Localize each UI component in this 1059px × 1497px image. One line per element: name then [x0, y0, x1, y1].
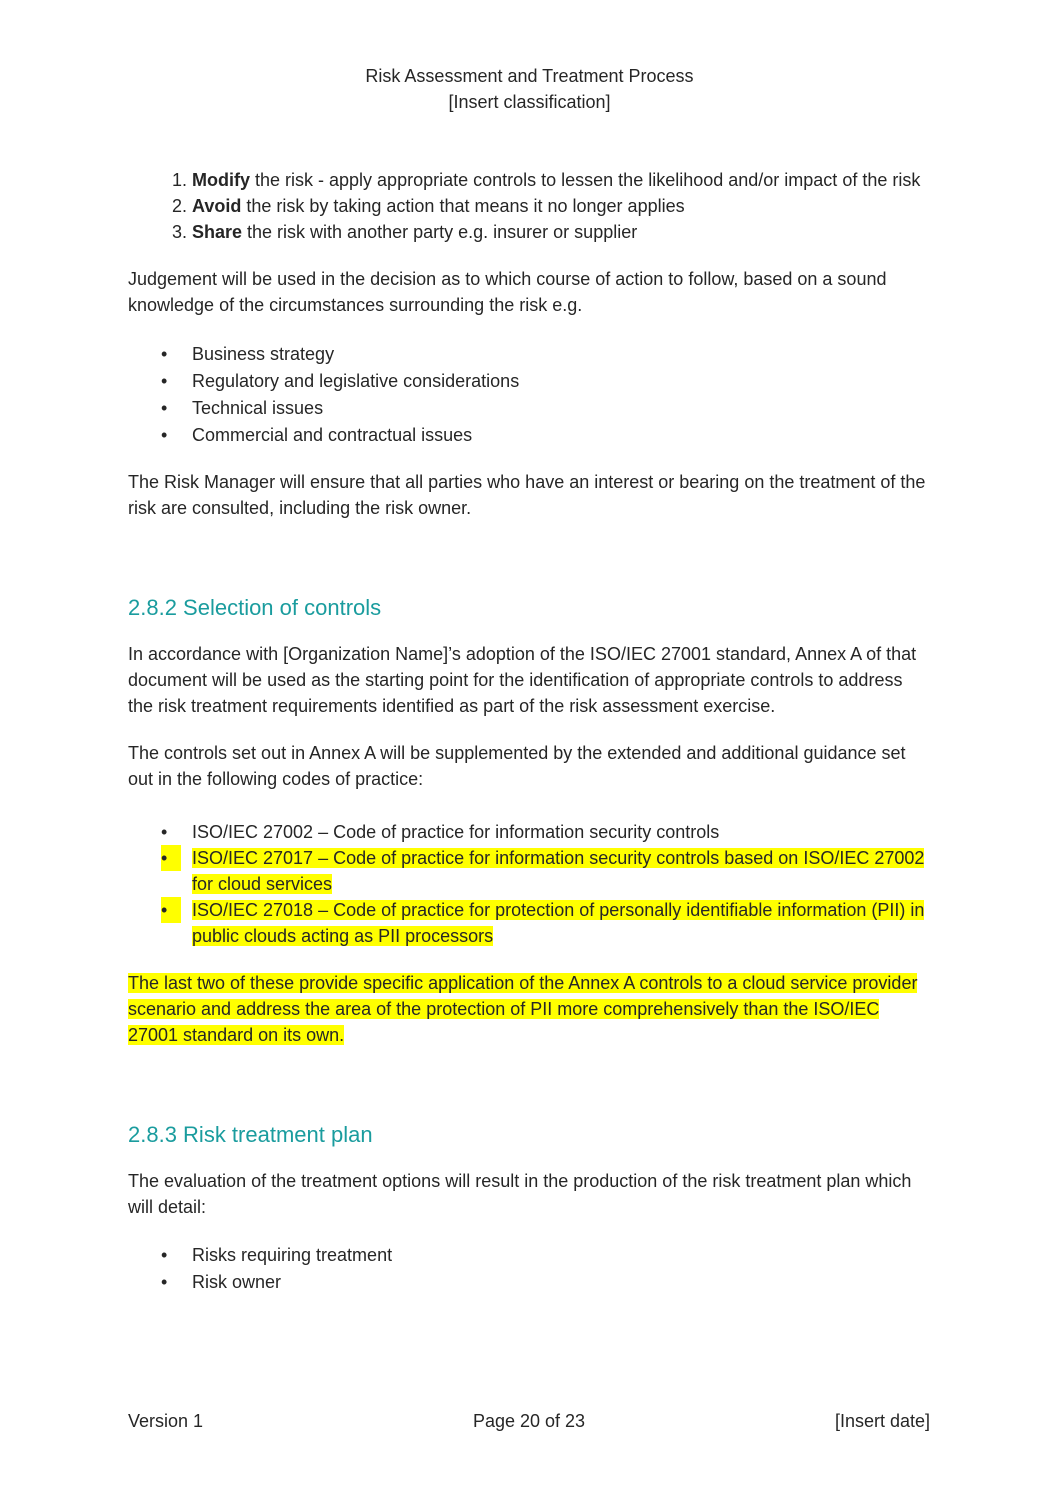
list-item	[161, 819, 930, 845]
page-content	[128, 167, 930, 1296]
bullet-icon: •	[161, 398, 168, 418]
list-item	[161, 341, 930, 368]
option-term: Avoid	[192, 196, 242, 216]
list-item	[161, 897, 930, 949]
bullet-icon: •	[161, 371, 168, 391]
list-item-text: Regulatory and legislative considerations	[192, 371, 520, 391]
bullet-icon: •	[161, 845, 181, 871]
list-item	[192, 167, 930, 193]
bullet-icon: •	[161, 1245, 168, 1265]
option-text: the risk with another party e.g. insurer or supplier	[242, 222, 638, 242]
list-item-text: ISO/IEC 27002 – Code of practice for information security controls	[192, 822, 720, 842]
risk-manager-paragraph: The Risk Manager will ensure that all parties who have an interest or bearing on the treatment of the risk are consulted, including the risk owner.	[128, 472, 926, 518]
list-item	[161, 422, 930, 449]
treatment-plan-list	[128, 1242, 930, 1296]
option-text: the risk - apply appropriate controls to lessen the likelihood and/or impact of the risk	[250, 170, 921, 190]
list-item	[161, 845, 930, 897]
option-term: Modify	[192, 170, 250, 190]
list-item-text: Technical issues	[192, 398, 324, 418]
date-label: [Insert date]	[834, 1411, 930, 1431]
controls-paragraph-2: The controls set out in Annex A will be supplemented by the extended and additional guidance set out in the following codes of practice:	[128, 743, 906, 789]
list-item	[161, 395, 930, 422]
classification-label: [Insert classification]	[448, 92, 611, 112]
circumstances-list	[128, 341, 930, 449]
bullet-icon: •	[161, 822, 168, 842]
list-item	[161, 1269, 930, 1296]
page-footer	[128, 1408, 930, 1434]
version-label: Version 1	[128, 1411, 204, 1431]
page-header	[0, 63, 1059, 115]
bullet-icon: •	[161, 425, 168, 445]
judgement-paragraph: Judgement will be used in the decision as to which course of action to follow, based on a sound knowledge of the circumstances surrounding the risk e.g.	[128, 269, 887, 315]
list-item	[161, 1242, 930, 1269]
bullet-icon: •	[161, 897, 181, 923]
list-item	[192, 219, 930, 245]
option-text: the risk by taking action that means it no longer applies	[241, 196, 685, 216]
bullet-icon: •	[161, 1272, 168, 1292]
highlighted-text: The last two of these provide specific application of the Annex A controls to a cloud service provider scenario and address the area of the protection of PII more comprehensively than the ISO/IEC 27001 standard on its own.	[128, 973, 918, 1045]
treatment-plan-paragraph: The evaluation of the treatment options will result in the production of the risk treatment plan which will detail:	[128, 1171, 912, 1217]
bullet-icon: •	[161, 344, 168, 364]
controls-paragraph-3	[128, 970, 930, 1048]
codes-of-practice-list	[128, 819, 930, 949]
controls-paragraph-1: In accordance with [Organization Name]’s adoption of the ISO/IEC 27001 standard, Annex A of that document will be used as the starting point for the identification of appropriate controls to address the risk treatment requirements identified as part of the risk assessment exercise.	[128, 644, 917, 716]
list-item-text: Commercial and contractual issues	[192, 425, 473, 445]
treatment-options-list	[128, 167, 930, 245]
list-item-text: ISO/IEC 27017 – Code of practice for information security controls based on ISO/IEC 27002 for cloud services	[192, 848, 925, 894]
option-term: Share	[192, 222, 243, 242]
list-item	[192, 193, 930, 219]
page-number: Page 20 of 23	[472, 1411, 586, 1431]
document-title: Risk Assessment and Treatment Process	[365, 66, 694, 86]
list-item-text: Business strategy	[192, 344, 335, 364]
section-heading-risk-treatment-plan: 2.8.3 Risk treatment plan	[128, 1122, 373, 1147]
section-heading-selection-of-controls: 2.8.2 Selection of controls	[128, 595, 382, 620]
list-item-text: ISO/IEC 27018 – Code of practice for protection of personally identifiable information (PII) in public clouds acting as PII processors	[192, 900, 925, 946]
list-item	[161, 368, 930, 395]
list-item-text: Risks requiring treatment	[192, 1245, 393, 1265]
list-item-text: Risk owner	[192, 1272, 282, 1292]
